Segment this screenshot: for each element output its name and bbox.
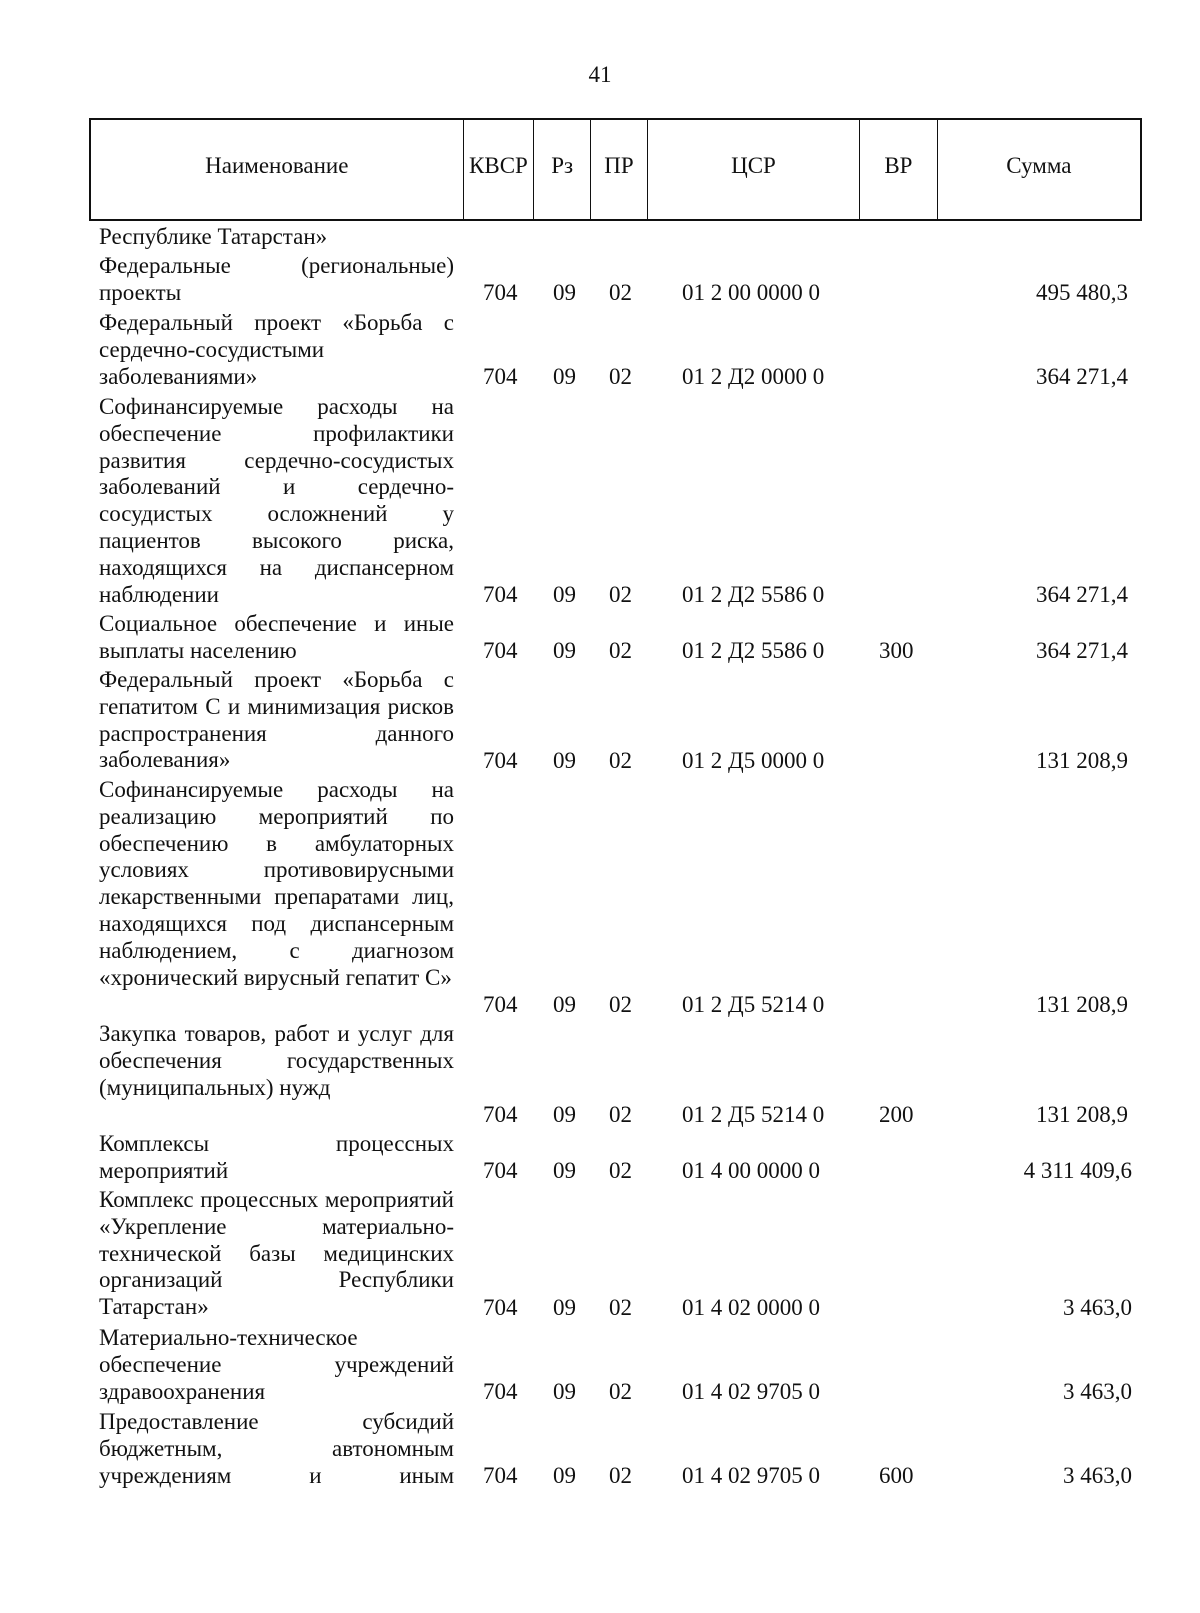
header-sum: Сумма xyxy=(1006,152,1072,178)
row-sum: 3 463,0 xyxy=(1063,1379,1132,1405)
row-csr: 01 2 00 0000 0 xyxy=(682,280,820,306)
row-sum: 131 208,9 xyxy=(1036,992,1128,1018)
row-kvsr: 704 xyxy=(483,1102,518,1128)
row-rz: 09 xyxy=(553,638,576,664)
table-row xyxy=(0,394,1200,609)
row-sum: 364 271,4 xyxy=(1036,638,1128,664)
table-row xyxy=(0,310,1200,391)
table-row xyxy=(0,224,1200,251)
table-row xyxy=(0,1021,1200,1129)
header-vr: ВР xyxy=(860,120,938,219)
header-kvsr: КВСР xyxy=(464,120,535,219)
header-rz: Рз xyxy=(534,120,591,219)
row-rz: 09 xyxy=(553,1463,576,1489)
row-name: Закупка товаров, работ и услуг для обеспечения государственных (муниципальных) нужд xyxy=(99,1021,454,1100)
row-csr: 01 4 02 9705 0 xyxy=(682,1379,820,1405)
row-rz: 09 xyxy=(553,992,576,1018)
row-rz: 09 xyxy=(553,582,576,608)
row-name: Софинансируемые расходы на реализацию мероприятий по обеспечению в амбулаторных условиях противовирусными лекарственными препаратами лиц, находящихся под диспансерным наблюдением, с диагнозом «хронический вирусный гепатит С» xyxy=(99,777,454,990)
row-vr: 300 xyxy=(879,638,914,664)
row-name: Материально-техническое обеспечение учреждений здравоохранения xyxy=(99,1325,454,1404)
table-row xyxy=(0,611,1200,665)
page-number: 41 xyxy=(588,62,612,87)
row-sum: 3 463,0 xyxy=(1063,1295,1132,1321)
row-rz: 09 xyxy=(553,1379,576,1405)
row-kvsr: 704 xyxy=(483,280,518,306)
table-row xyxy=(0,1325,1200,1406)
row-csr: 01 2 Д5 5214 0 xyxy=(682,1102,825,1128)
row-csr: 01 4 00 0000 0 xyxy=(682,1158,820,1184)
row-sum: 364 271,4 xyxy=(1036,582,1128,608)
row-rz: 09 xyxy=(553,280,576,306)
row-rz: 09 xyxy=(553,1295,576,1321)
row-pr: 02 xyxy=(609,1379,632,1405)
row-pr: 02 xyxy=(609,638,632,664)
row-kvsr: 704 xyxy=(483,992,518,1018)
row-pr: 02 xyxy=(609,364,632,390)
row-pr: 02 xyxy=(609,1158,632,1184)
row-pr: 02 xyxy=(609,1463,632,1489)
row-csr: 01 2 Д2 5586 0 xyxy=(682,638,825,664)
row-sum: 495 480,3 xyxy=(1036,280,1128,306)
row-csr: 01 2 Д5 5214 0 xyxy=(682,992,825,1018)
row-rz: 09 xyxy=(553,364,576,390)
table-header xyxy=(89,118,1142,221)
row-csr: 01 4 02 0000 0 xyxy=(682,1295,820,1321)
table-row xyxy=(0,1131,1200,1185)
row-vr: 600 xyxy=(879,1463,914,1489)
row-pr: 02 xyxy=(609,280,632,306)
row-kvsr: 704 xyxy=(483,1379,518,1405)
row-kvsr: 704 xyxy=(483,1158,518,1184)
row-vr: 200 xyxy=(879,1102,914,1128)
row-name: Софинансируемые расходы на обеспечение профилактики развития сердечно-сосудистых заболеваний и сердечно-сосудистых осложнений у пациентов высокого риска, находящихся на диспансерном наблюдении xyxy=(99,394,454,607)
row-rz: 09 xyxy=(553,1102,576,1128)
row-name: Комплексы процессных мероприятий xyxy=(99,1131,454,1183)
row-csr: 01 4 02 9705 0 xyxy=(682,1463,820,1489)
table-body xyxy=(0,224,1200,1490)
header-csr: ЦСР xyxy=(648,120,860,219)
row-kvsr: 704 xyxy=(483,748,518,774)
row-rz: 09 xyxy=(553,1158,576,1184)
row-kvsr: 704 xyxy=(483,1295,518,1321)
row-name: Федеральные (региональные) проекты xyxy=(99,253,454,305)
header-pr: ПР xyxy=(591,120,648,219)
row-kvsr: 704 xyxy=(483,1463,518,1489)
row-pr: 02 xyxy=(609,582,632,608)
row-sum: 131 208,9 xyxy=(1036,1102,1128,1128)
row-name: Республике Татарстан» xyxy=(99,224,328,249)
row-sum: 3 463,0 xyxy=(1063,1463,1132,1489)
header-name: Наименование xyxy=(91,120,464,219)
table-row xyxy=(0,777,1200,1019)
row-csr: 01 2 Д5 0000 0 xyxy=(682,748,825,774)
row-kvsr: 704 xyxy=(483,582,518,608)
row-kvsr: 704 xyxy=(483,364,518,390)
row-name: Социальное обеспечение и иные выплаты населению xyxy=(99,611,454,663)
row-name: Комплекс процессных мероприятий «Укрепление материально-технической базы медицинских организаций Республики Татарстан» xyxy=(99,1187,454,1320)
table-row xyxy=(0,1409,1200,1490)
row-name: Предоставление субсидий бюджетным, автономным учреждениям и иным xyxy=(99,1409,454,1488)
row-name: Федеральный проект «Борьба с сердечно-сосудистыми заболеваниями» xyxy=(99,310,454,389)
row-pr: 02 xyxy=(609,748,632,774)
row-rz: 09 xyxy=(553,748,576,774)
row-csr: 01 2 Д2 5586 0 xyxy=(682,582,825,608)
table-row xyxy=(0,1187,1200,1322)
row-sum: 131 208,9 xyxy=(1036,748,1128,774)
row-csr: 01 2 Д2 0000 0 xyxy=(682,364,825,390)
row-name: Федеральный проект «Борьба с гепатитом С и минимизация рисков распространения данного заболевания» xyxy=(99,667,454,773)
row-pr: 02 xyxy=(609,1102,632,1128)
row-pr: 02 xyxy=(609,992,632,1018)
row-pr: 02 xyxy=(609,1295,632,1321)
row-sum: 364 271,4 xyxy=(1036,364,1128,390)
row-sum: 4 311 409,6 xyxy=(1023,1158,1132,1184)
row-kvsr: 704 xyxy=(483,638,518,664)
table-row xyxy=(0,253,1200,307)
table-row xyxy=(0,667,1200,775)
